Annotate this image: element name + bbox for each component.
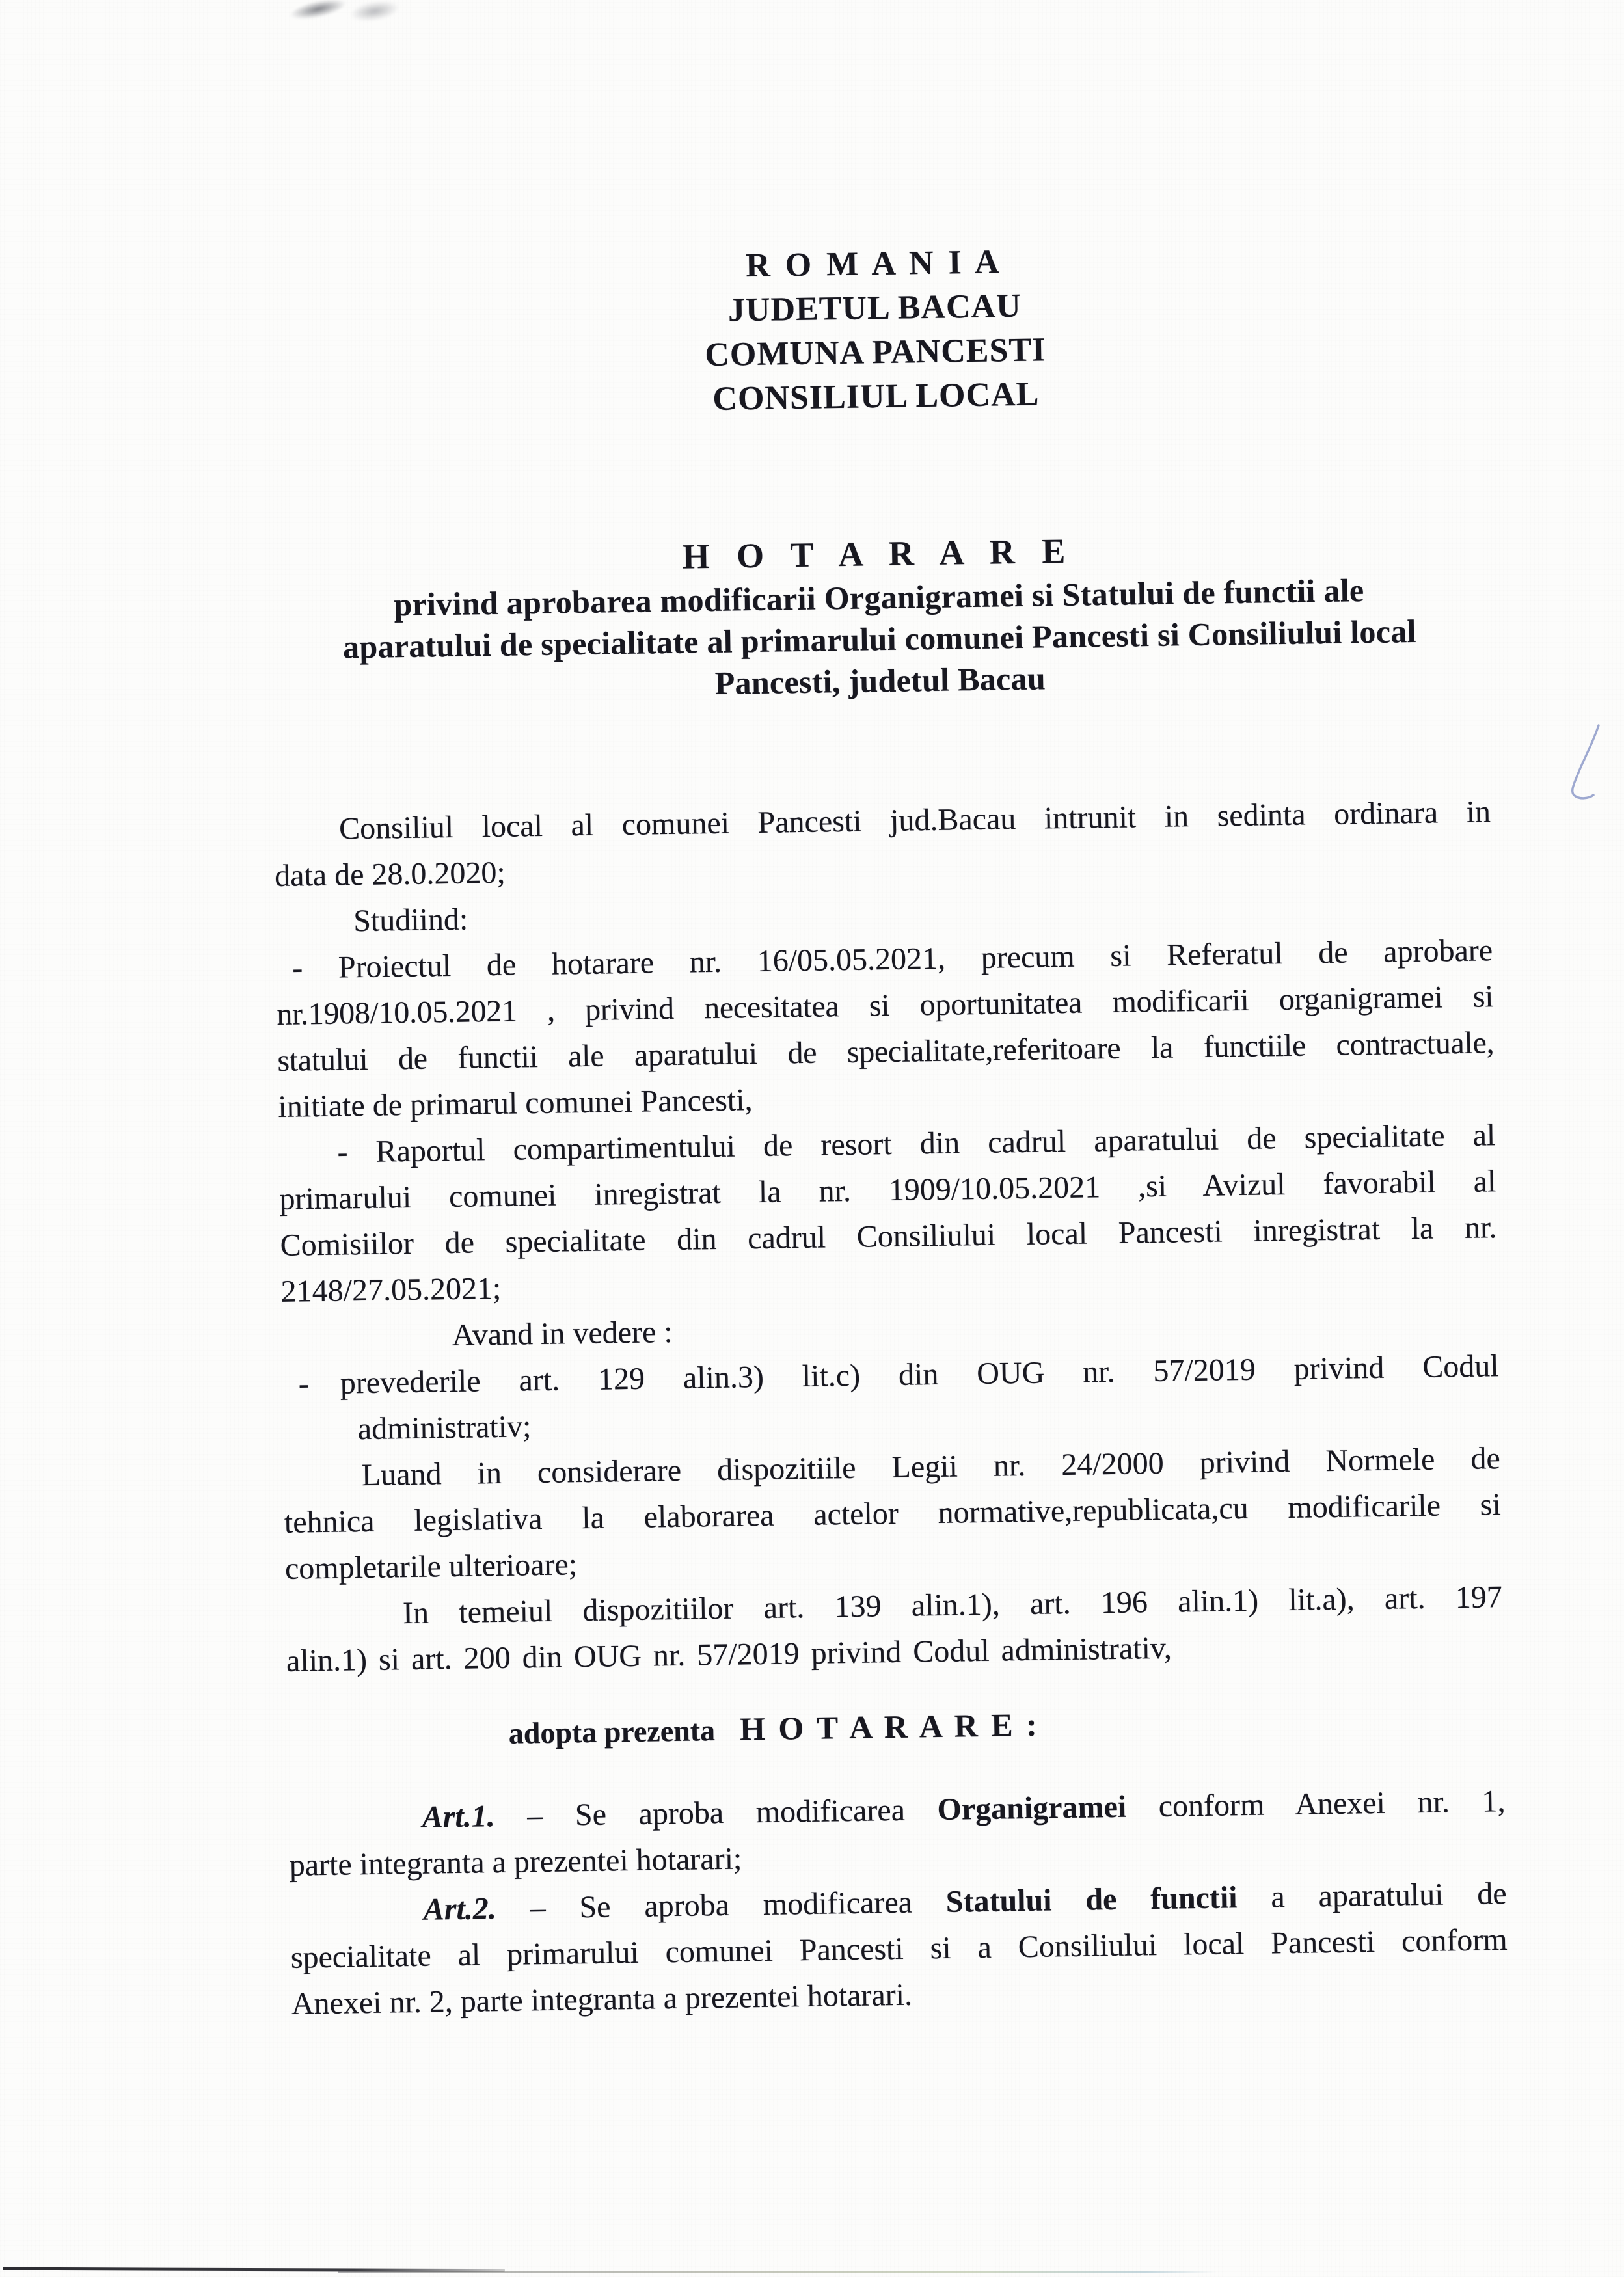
blue-pen-mark xyxy=(1552,718,1610,815)
article-2-line-2: specialitate al primarului comunei Pancesti si a Consiliului local Pancesti conform xyxy=(290,1922,1508,1975)
preamble-line-19: alin.1) si art. 200 din OUG nr. 57/2019 privind Codul administrativ, xyxy=(286,1630,1172,1678)
preamble-line-2: data de 28.0.2020; xyxy=(274,855,506,893)
preamble-line-13-text: prevederile art. 129 alin.3) lit.c) din OUG nr. 57/2019 privind Codul xyxy=(340,1349,1499,1401)
preamble xyxy=(274,788,1504,1684)
title-subject-line-2: aparatului de specialitate al primarului comunei Pancesti si Consiliului local xyxy=(342,612,1417,666)
preamble-line-11: 2148/27.05.2021; xyxy=(280,1271,502,1309)
preamble-line-18: In temeiul dispozitiilor art. 139 alin.1), art. 196 alin.1) lit.a), art. 197 xyxy=(402,1580,1503,1631)
preamble-line-17: completarile ulterioare; xyxy=(284,1547,578,1586)
article-1-line-2: parte integranta a prezentei hotarari; xyxy=(289,1841,742,1883)
preamble-line-3: Studiind: xyxy=(353,902,468,939)
preamble-line-5: nr.1908/10.05.2021 , privind necesitatea si oportunitatea modificarii organigramei si xyxy=(276,979,1494,1032)
article-2-text-2: a aparatului de xyxy=(1237,1876,1507,1915)
list-dash: - xyxy=(298,1366,310,1401)
article-1-text: – Se aproba modificarea xyxy=(494,1792,938,1834)
preamble-line-12: Avand in vedere : xyxy=(452,1314,673,1353)
document-title xyxy=(270,522,1489,710)
preamble-line-10: Comisiilor de specialitate din cadrul Consiliului local Pancesti inregistrat la nr. xyxy=(280,1210,1497,1263)
letterhead xyxy=(265,233,1485,428)
enacting-line xyxy=(287,1695,1504,1760)
title-kind: H O T A R A R E xyxy=(682,531,1075,576)
article-2-bold-term: Statului de functii xyxy=(945,1880,1238,1919)
preamble-line-7: initiate de primarul comunei Pancesti, xyxy=(278,1083,753,1124)
article-1-text-2: conform Anexei nr. 1, xyxy=(1126,1784,1506,1824)
preamble-line-6: statului de functii ale aparatului de specialitate,referitoare la functiile contractuale, xyxy=(277,1025,1495,1078)
article-2-label: Art.2. xyxy=(423,1891,497,1927)
article-1-bold-term: Organigramei xyxy=(937,1789,1127,1827)
scanner-edge-line-faint xyxy=(338,2271,1217,2273)
preamble-line-15: Luand in considerare dispozitiile Legii nr. 24/2000 privind Normele de xyxy=(361,1441,1501,1493)
article-2-line-3: Anexei nr. 2, parte integranta a prezentei hotarari. xyxy=(291,1977,913,2021)
article-1-label: Art.1. xyxy=(422,1799,496,1835)
letterhead-county: JUDETUL BACAU xyxy=(727,287,1022,329)
letterhead-commune: COMUNA PANCESTI xyxy=(704,331,1046,374)
enacting-word: H O T A R A R E : xyxy=(739,1706,1040,1747)
enacting-formula xyxy=(287,1695,1504,1760)
article-2-text: – Se aproba modificarea xyxy=(496,1884,947,1926)
title-subject-line-1: privind aprobarea modificarii Organigramei si Statului de functii ale xyxy=(394,572,1364,623)
articles xyxy=(288,1778,1508,2027)
letterhead-council: CONSILIUL LOCAL xyxy=(712,375,1040,418)
preamble-line-8: - Raportul compartimentului de resort din cadrul aparatului de specialitate al xyxy=(337,1118,1496,1170)
letterhead-country: R O M A N I A xyxy=(745,243,1003,285)
preamble-line-9: primarului comunei inregistrat la nr. 1909/10.05.2021 ,si Avizul favorabil al xyxy=(279,1164,1496,1217)
preamble-line-16: tehnica legislativa la elaborarea actelor normative,republicata,cu modificarile si xyxy=(284,1487,1502,1540)
title-subject-line-3: Pancesti, judetul Bacau xyxy=(714,660,1046,701)
enacting-lead: adopta prezenta xyxy=(508,1714,716,1750)
preamble-line-4: - Proiectul de hotarare nr. 16/05.05.2021, precum si Referatul de aprobare xyxy=(291,933,1493,986)
preamble-line-14: administrativ; xyxy=(357,1409,532,1447)
preamble-line-1: Consiliul local al comunei Pancesti jud.Bacau intrunit in sedinta ordinara in xyxy=(338,794,1491,846)
